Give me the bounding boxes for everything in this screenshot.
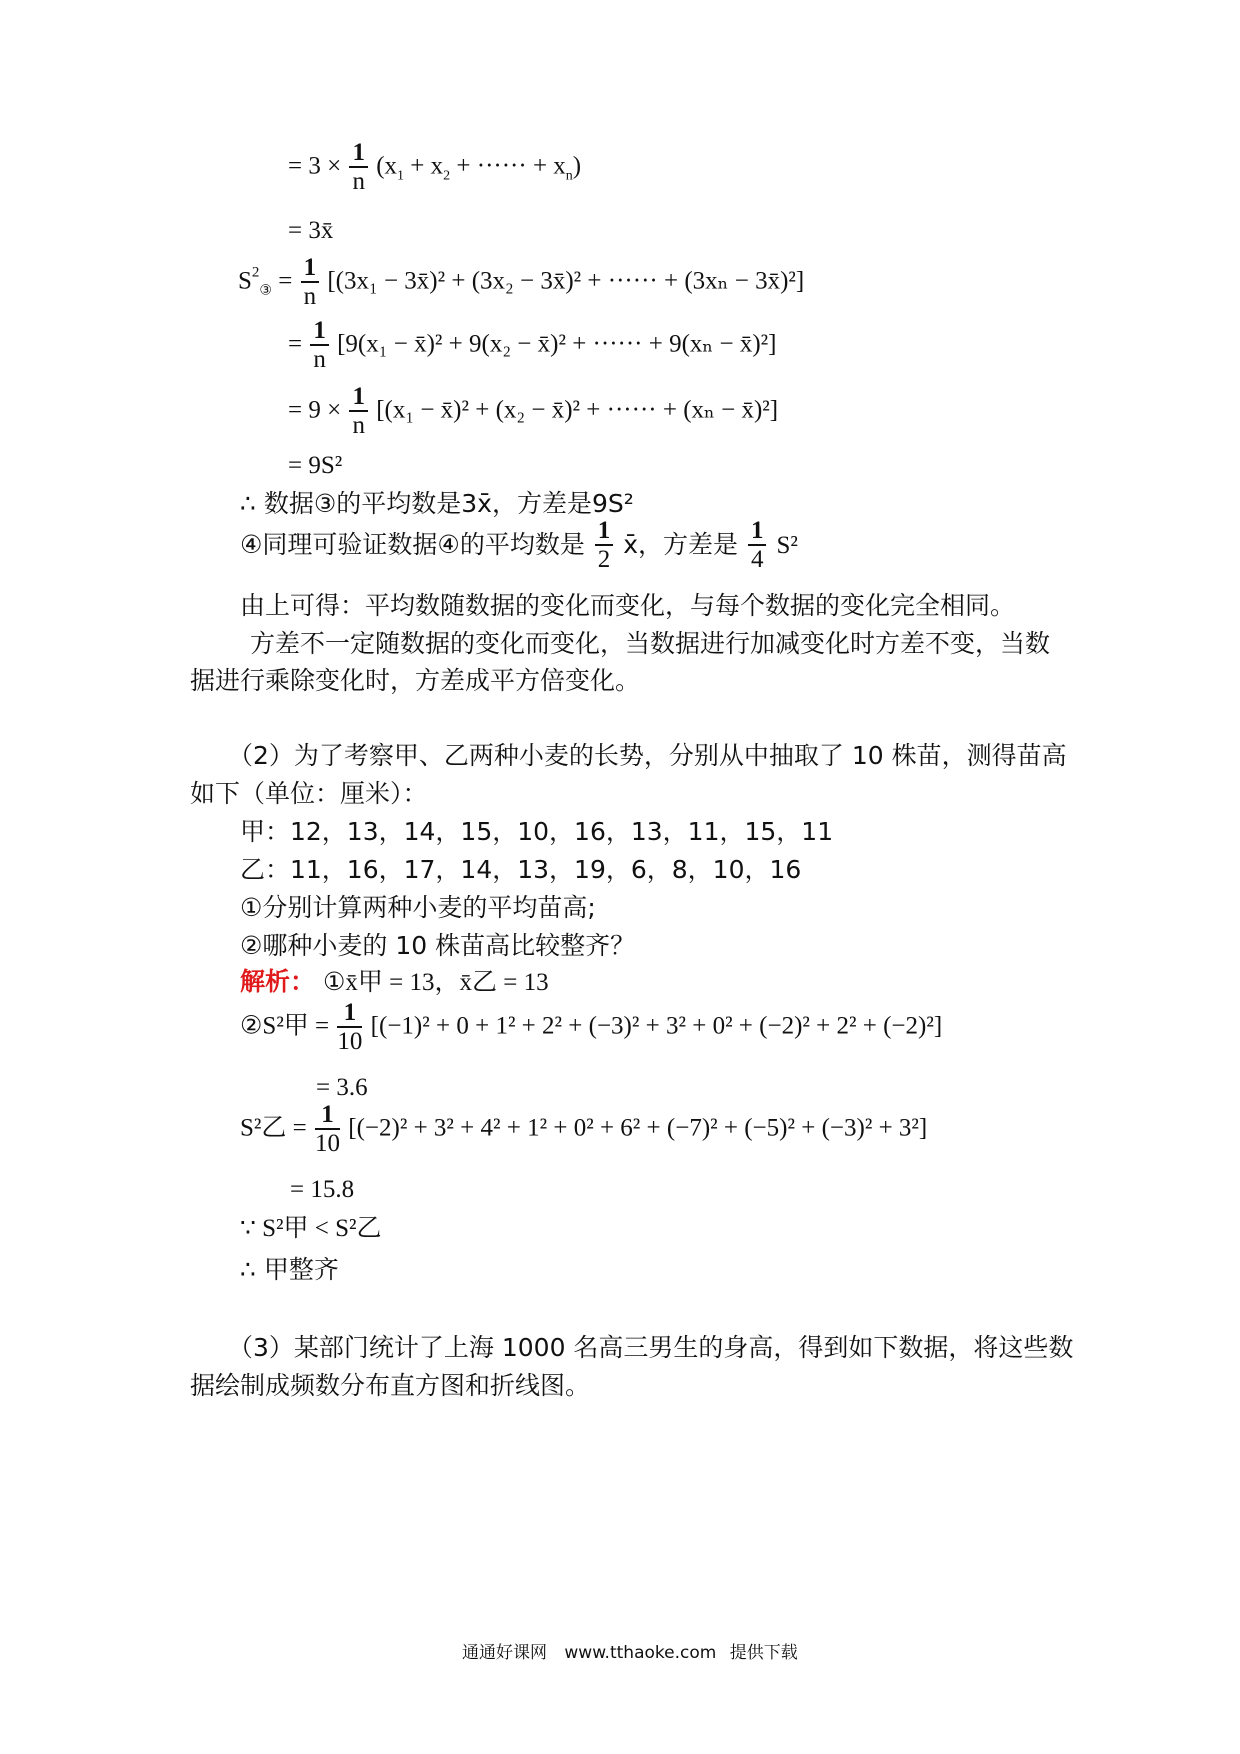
formula-var3-line2: = $\frac{1}{n}$ [9(x₁ − x̄)² + 9(x₂ − x̄)² + ······ + 9(xₙ − x̄)²] xyxy=(288,317,777,373)
fraction: $\frac{1}{n}$ xyxy=(349,140,368,196)
conclusion-data3: ∴ 数据③的平均数是3x̄，方差是9S² xyxy=(240,489,634,518)
footer-site: 通通好课网 xyxy=(462,1643,547,1663)
formula-mean3-line2: = 3x̄ xyxy=(288,217,334,244)
fraction: $\frac{1}{2}$ xyxy=(595,518,614,574)
conclusion-data4: ④同理可验证数据④的平均数是 $\frac{1}{2}$ x̄，方差是 $\frac{1}{4}$ S² xyxy=(240,517,798,573)
analysis-line: 解析： ①x̄甲 = 13，x̄乙 = 13 xyxy=(240,967,549,996)
footer-url[interactable]: www.tthaoke.com xyxy=(564,1643,717,1663)
fraction: $\frac{1}{10}$ xyxy=(315,1101,340,1157)
fraction: $\frac{1}{n}$ xyxy=(310,318,329,374)
summary-mean: 由上可得：平均数随数据的变化而变化，与每个数据的变化完全相同。 xyxy=(240,591,1016,620)
question3-line1: （3）某部门统计了上海 1000 名高三男生的身高，得到如下数据，将这些数 xyxy=(228,1333,1074,1362)
variance-yi-result: = 15.8 xyxy=(290,1176,355,1203)
page-footer xyxy=(462,1638,798,1663)
footer-tail: 提供下载 xyxy=(729,1643,798,1663)
analysis-label: 解析： xyxy=(240,967,316,996)
task-1: ①分别计算两种小麦的平均苗高; xyxy=(240,893,596,922)
question2-line2: 如下（单位：厘米）： xyxy=(190,779,428,808)
variance-jia-result: = 3.6 xyxy=(316,1074,368,1101)
data-yi: 乙：11，16，17，14，13，19，6，8，10，16 xyxy=(240,855,802,884)
task-2: ②哪种小麦的 10 株苗高比较整齐？ xyxy=(240,931,636,960)
formula-mean3-line1: = 3 × $\frac{1}{n}$ ($x_1 + x_2$ + ······ + $x_n$) xyxy=(288,139,582,195)
therefore-statement: ∴ 甲整齐 xyxy=(240,1255,339,1284)
formula-var3-line4: = 9S² xyxy=(288,452,343,479)
fraction: $\frac{1}{10}$ xyxy=(337,999,363,1055)
variance-jia: ②S²甲 = $\frac{1}{10}$ [(−1)² + 0 + 1² + 2² + (−3)² + 3² + 0² + (−2)² + 2² + (−2)²] xyxy=(240,999,943,1055)
fraction: $\frac{1}{4}$ xyxy=(748,518,767,574)
summary-variance-line2: 据进行乘除变化时，方差成平方倍变化。 xyxy=(190,666,641,695)
variance-yi: S²乙 = $\frac{1}{10}$ [(−2)² + 3² + 4² + 1² + 0² + 6² + (−7)² + (−5)² + (−3)² + 3²] xyxy=(240,1101,928,1157)
formula-var3-line3: = 9 × $\frac{1}{n}$ [(x₁ − x̄)² + (x₂ − x̄)² + ······ + (xₙ − x̄)²] xyxy=(288,383,779,439)
summary-variance-line1: 方差不一定随数据的变化而变化，当数据进行加减变化时方差不变，当数 xyxy=(250,629,1051,658)
formula-var3-line1: $S^2_③$ = $\frac{1}{n}$ [(3x₁ − 3x̄)² + (3x₂ − 3x̄)² + ······ + (3xₙ − 3x̄)²] xyxy=(238,254,805,310)
fraction: $\frac{1}{n}$ xyxy=(349,384,368,440)
data-jia: 甲：12，13，14，15，10，16，13，11，15，11 xyxy=(240,817,834,846)
formula-text: = 3 × xyxy=(288,152,342,180)
fraction: $\frac{1}{n}$ xyxy=(301,255,320,311)
question3-line2: 据绘制成频数分布直方图和折线图。 xyxy=(190,1371,591,1400)
because-statement: ∵ S²甲 < S²乙 xyxy=(240,1215,382,1242)
question2-line1: （2）为了考察甲、乙两种小麦的长势，分别从中抽取了 10 株苗，测得苗高 xyxy=(228,741,1067,770)
